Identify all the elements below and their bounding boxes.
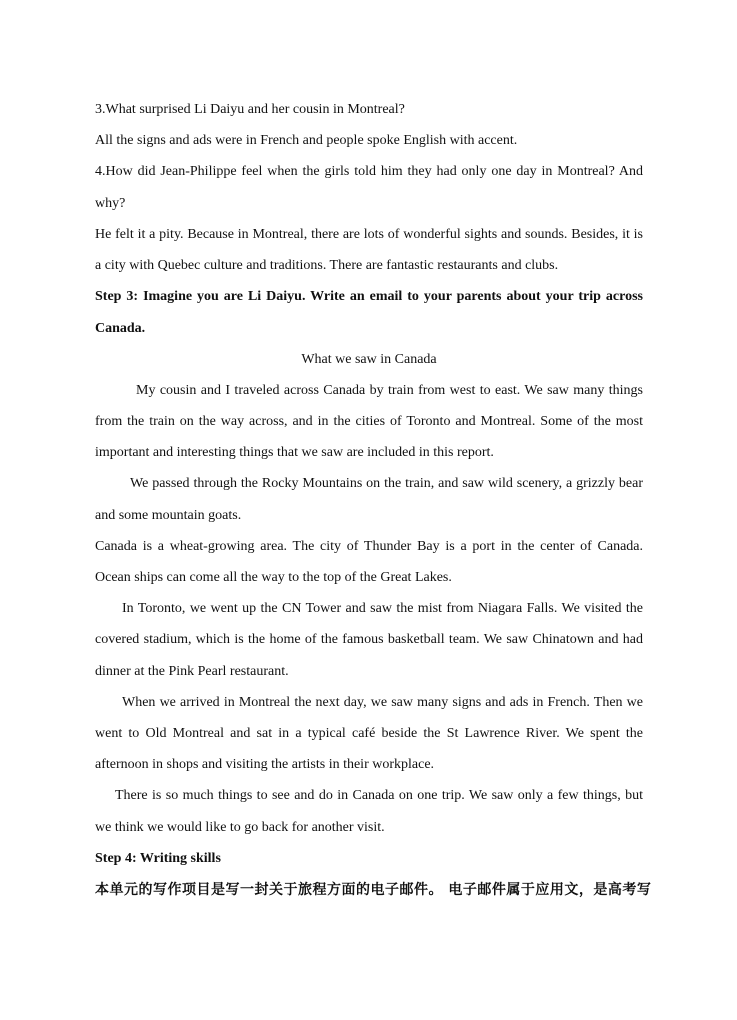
question-3: 3.What surprised Li Daiyu and her cousin in Montreal? — [95, 102, 405, 117]
question-4-line-2: why? — [95, 196, 126, 211]
step-3-heading-line-1: Step 3: Imagine you are Li Daiyu. Write an email to your parents about your trip across — [95, 289, 643, 304]
paragraph-1-line-3: important and interesting things that we saw are included in this report. — [95, 445, 494, 460]
answer-4-line-1: He felt it a pity. Because in Montreal, there are lots of wonderful sights and sounds. Besides, it is — [95, 227, 643, 242]
paragraph-3-line-1: Canada is a wheat-growing area. The city of Thunder Bay is a port in the center of Canada. — [95, 539, 643, 554]
paragraph-2-line-2: and some mountain goats. — [95, 508, 242, 523]
report-title: What we saw in Canada — [301, 352, 437, 367]
chinese-intro-line: 本单元的写作项目是写一封关于旅程方面的电子邮件。 电子邮件属于应用文，是高考写 — [95, 882, 652, 898]
paragraph-4-line-1: In Toronto, we went up the CN Tower and saw the mist from Niagara Falls. We visited the — [122, 601, 643, 616]
paragraph-4-line-3: dinner at the Pink Pearl restaurant. — [95, 664, 289, 679]
step-4-heading: Step 4: Writing skills — [95, 851, 221, 866]
paragraph-6-line-1: There is so much things to see and do in Canada on one trip. We saw only a few things, but — [115, 788, 643, 803]
paragraph-6-line-2: we think we would like to go back for another visit. — [95, 820, 385, 835]
answer-3: All the signs and ads were in French and people spoke English with accent. — [95, 133, 518, 148]
paragraph-5-line-2: went to Old Montreal and sat in a typical café beside the St Lawrence River. We spent the — [95, 726, 643, 741]
paragraph-1-line-1: My cousin and I traveled across Canada by train from west to east. We saw many things — [136, 383, 643, 398]
paragraph-2-line-1: We passed through the Rocky Mountains on the train, and saw wild scenery, a grizzly bear — [130, 476, 643, 491]
paragraph-1-line-2: from the train on the way across, and in the cities of Toronto and Montreal. Some of the most — [95, 414, 643, 429]
paragraph-5-line-3: afternoon in shops and visiting the artists in their workplace. — [95, 757, 435, 772]
step-3-heading-line-2: Canada. — [95, 321, 146, 336]
paragraph-4-line-2: covered stadium, which is the home of the famous basketball team. We saw Chinatown and had — [95, 632, 643, 647]
paragraph-3-line-2: Ocean ships can come all the way to the top of the Great Lakes. — [95, 570, 452, 585]
answer-4-line-2: a city with Quebec culture and traditions. There are fantastic restaurants and clubs. — [95, 258, 559, 273]
question-4-line-1: 4.How did Jean-Philippe feel when the girls told him they had only one day in Montreal? And — [95, 164, 643, 179]
paragraph-5-line-1: When we arrived in Montreal the next day, we saw many signs and ads in French. Then we — [122, 695, 643, 710]
